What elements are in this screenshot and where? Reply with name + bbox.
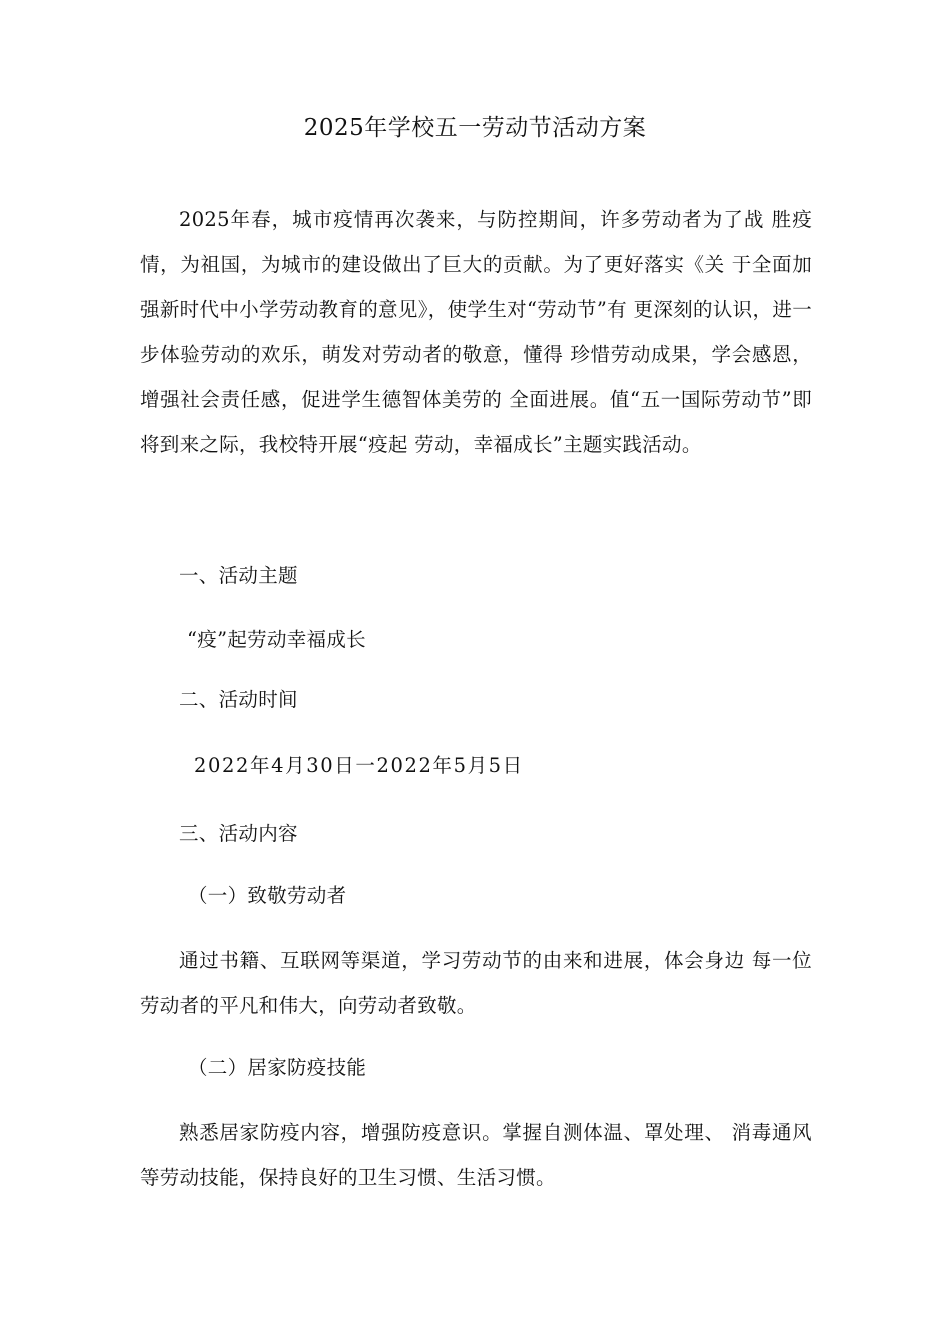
document-title: 2025年学校五一劳动节活动方案 xyxy=(303,115,647,141)
section-heading-time: 二、活动时间 xyxy=(179,688,298,711)
subsection-paragraph-honor-workers: 通过书籍、互联网等渠道，学习劳动节的由来和进展，体会身边 每一位劳动者的平凡和伟大，向劳动者致敬。 xyxy=(140,949,812,1017)
section-heading-content: 三、活动内容 xyxy=(179,822,298,845)
subsection-paragraph-home-epidemic-skills: 熟悉居家防疫内容，增强防疫意识。掌握自测体温、罩处理、 消毒通风等劳动技能，保持良好的卫生习惯、生活习惯。 xyxy=(140,1121,812,1189)
section-heading-theme: 一、活动主题 xyxy=(179,564,298,587)
intro-paragraph: 2025年春，城市疫情再次袭来，与防控期间，许多劳动者为了战 胜疫情，为祖国，为城市的建设做出了巨大的贡献。为了更好落实《关 于全面加强新时代中小学劳动教育的意见》，使学生对“劳动节”有 更深刻的认识，进一步体验劳动的欢乐，萌发对劳动者的敬意，懂得 珍惜劳动成果，学会感恩，增强社会责任感，促进学生德智体美劳的 全面进展。值“五一国际劳动节”即将到来之际，我校特开展“疫起 劳动，幸福成长”主题实践活动。 xyxy=(140,208,812,456)
activity-theme-text: “疫”起劳动幸福成长 xyxy=(187,628,366,651)
activity-time-text: 2022年4月30日一2022年5月5日 xyxy=(194,754,524,777)
subsection-heading-honor-workers: （一）致敬劳动者 xyxy=(188,884,347,907)
subsection-heading-home-epidemic-skills: （二）居家防疫技能 xyxy=(188,1056,367,1079)
